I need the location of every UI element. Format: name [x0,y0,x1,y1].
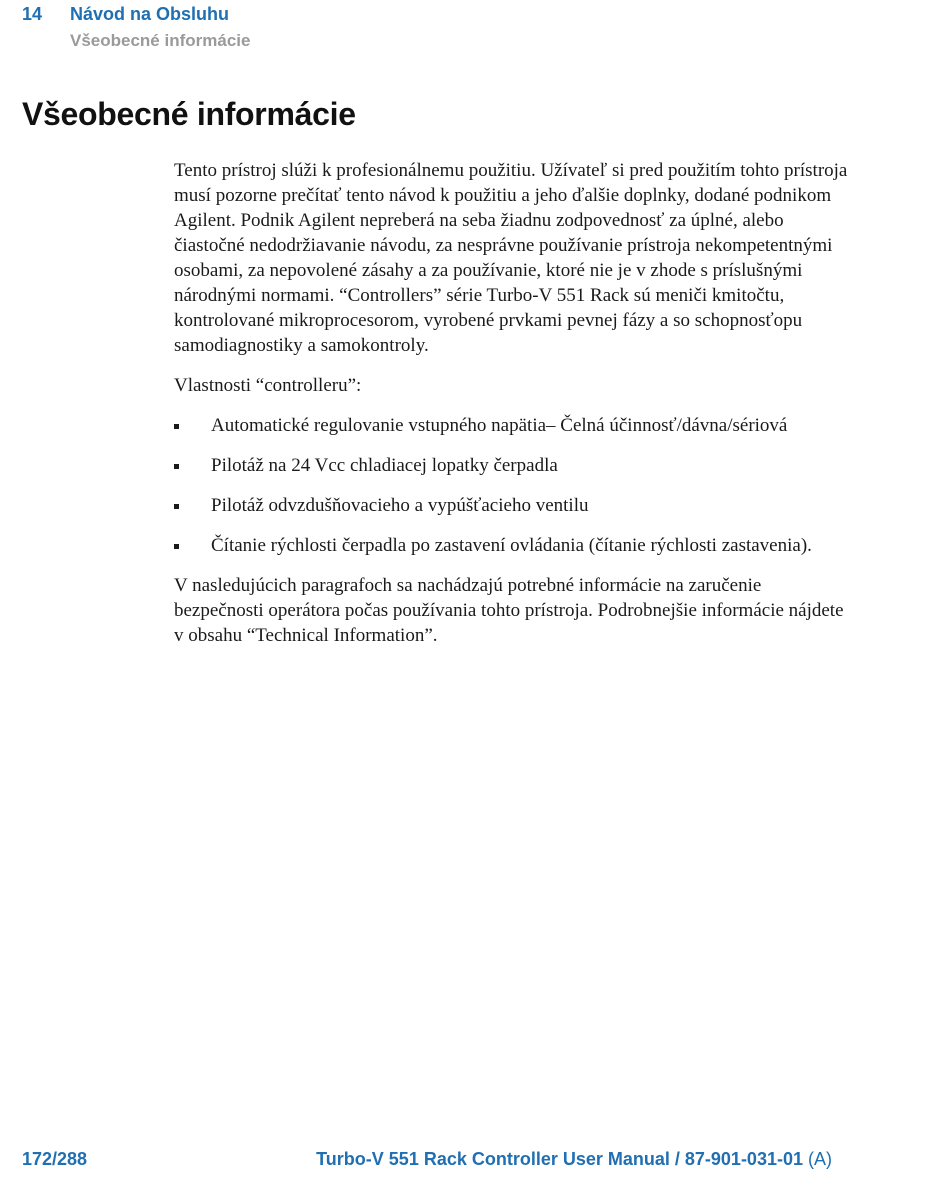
bullet-icon [174,544,179,549]
list-item [174,533,854,558]
bullet-icon [174,464,179,469]
closing-paragraph: V nasledujúcich paragrafoch sa nachádzajú potrebné informácie na zaručenie bezpečnosti operátora počas používania tohto prístroja. Podrobnejšie informácie nájdete v obsahu “Technical Information”. [174,575,844,646]
page-title: Všeobecné informácie [22,96,356,132]
footer-manual-title: Turbo-V 551 Rack Controller User Manual / 87-901-031-01 [316,1149,803,1169]
list-item-text: Čítanie rýchlosti čerpadla po zastavení ovládania (čítanie rýchlosti zastavenia). [211,535,812,556]
list-item [174,493,854,518]
features-heading: Vlastnosti “controlleru”: [174,375,362,396]
bullet-icon [174,424,179,429]
list-item-text: Pilotáž na 24 Vcc chladiacej lopatky čerpadla [211,455,558,476]
features-list [174,413,854,558]
footer-manual-info [316,1149,832,1170]
body-content [174,158,854,663]
footer-revision: (A) [808,1149,832,1169]
footer-page-counter: 172/288 [22,1149,88,1169]
list-item-text: Pilotáž odvzdušňovacieho a vypúšťacieho ventilu [211,495,589,516]
list-item [174,413,854,438]
list-item-text: Automatické regulovanie vstupného napätia– Čelná účinnosť/dávna/sériová [211,415,788,436]
bullet-icon [174,504,179,509]
header-section-title: Všeobecné informácie [70,31,251,50]
header-chapter-title: Návod na Obsluhu [70,4,230,24]
list-item [174,453,854,478]
header-page-number: 14 [22,4,43,24]
running-header [22,2,250,53]
intro-paragraph: Tento prístroj slúži k profesionálnemu použitiu. Užívateľ si pred použitím tohto prístroja musí pozorne prečítať tento návod k použitiu a jeho ďalšie doplnky, dodané podnikom Agilent. Podnik Agilent nepreberá na seba žiadnu zodpovednosť za úplné, alebo čiastočné nedodržiavanie návodu, za nesprávne používanie prístroja nekompetentnými osobami, za nepovolené zásahy a za používanie, ktoré nie je v zhode s príslušnými národnými normami. “Controllers” série Turbo-V 551 Rack sú meniči kmitočtu, kontrolované mikroprocesorom, vyrobené prvkami pevnej fázy a so schopnosťopu samodiagnostiky a samokontroly. [174,160,848,356]
